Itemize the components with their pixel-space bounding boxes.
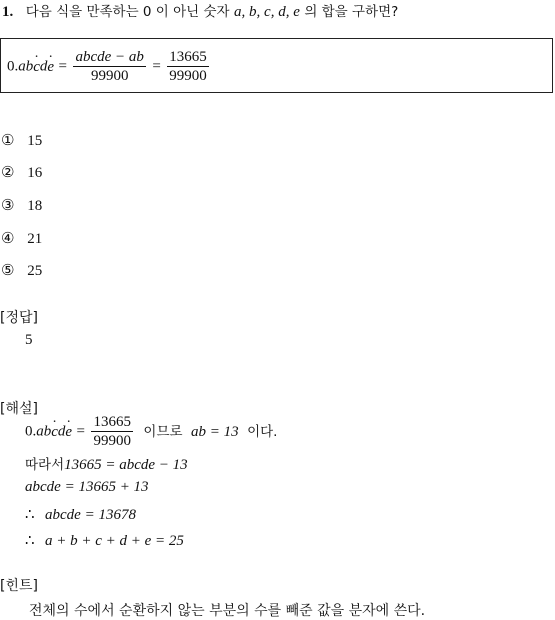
- explanation-fraction-denominator: 99900: [93, 433, 131, 449]
- explanation-expression: ab = 13: [191, 423, 239, 440]
- choice-value: 15: [27, 133, 43, 149]
- explanation-fraction: [91, 414, 133, 449]
- explanation-label: [해설]: [0, 401, 38, 417]
- question-variables: a, b, c, d, e: [234, 4, 300, 20]
- explanation-line-1: [25, 414, 277, 449]
- equals-sign: =: [76, 423, 86, 440]
- fraction-2: [167, 49, 209, 84]
- digit-b: b: [43, 423, 52, 440]
- digit-a: a: [18, 58, 26, 75]
- choice-marker: ③: [1, 196, 15, 214]
- explanation-line-4: [25, 505, 136, 524]
- choice-item[interactable]: [1, 229, 42, 248]
- fraction-1-denominator: 99900: [90, 68, 129, 84]
- choice-marker: ②: [1, 163, 15, 181]
- answer-label: [정답]: [0, 310, 38, 326]
- choice-item[interactable]: [1, 261, 42, 280]
- fraction-2-numerator: 13665: [169, 49, 207, 65]
- explanation-line-2: [25, 453, 188, 474]
- equation-box: [0, 38, 553, 93]
- digit-b: b: [25, 58, 34, 75]
- choice-marker: ⑤: [1, 261, 15, 279]
- choice-value: 21: [27, 231, 43, 247]
- therefore-symbol: ∴: [25, 507, 35, 523]
- choice-marker: ①: [1, 131, 15, 149]
- question-number: 1.: [2, 4, 14, 20]
- choice-marker: ④: [1, 229, 15, 247]
- repeating-digit-c: · c: [33, 59, 40, 76]
- explanation-fraction-numerator: 13665: [93, 414, 131, 430]
- decimal-prefix: 0.: [7, 58, 19, 75]
- fraction-2-denominator: 99900: [169, 68, 207, 84]
- choice-item[interactable]: [1, 196, 42, 215]
- choice-value: 25: [27, 263, 43, 279]
- box-equation: [7, 49, 211, 84]
- fraction-1-numerator: abcde − ab: [75, 49, 144, 65]
- digit-d: d: [39, 58, 48, 75]
- fraction-1: [73, 49, 145, 84]
- question-text-after: 의 합을 구하면?: [304, 4, 399, 20]
- digit-a: a: [36, 423, 44, 440]
- repeating-digit-c: · c: [51, 424, 58, 441]
- repeating-digit-e: · e: [65, 424, 72, 441]
- choice-item[interactable]: [1, 131, 42, 150]
- decimal-prefix: 0.: [25, 423, 37, 440]
- explanation-expression: a + b + c + d + e = 25: [45, 533, 184, 549]
- equals-sign: =: [152, 58, 161, 75]
- choice-item[interactable]: [1, 163, 42, 182]
- explanation-expression: abcde = 13665 + 13: [25, 479, 149, 495]
- question-text-before: 다음 식을 만족하는 0 이 아닌 숫자: [25, 4, 230, 20]
- therefore-symbol: ∴: [25, 533, 35, 549]
- repeating-digit-e: · e: [47, 59, 54, 76]
- answer-value: 5: [25, 332, 33, 348]
- explanation-line-3: [25, 479, 149, 496]
- question-line: [2, 0, 398, 21]
- choice-value: 18: [27, 198, 43, 214]
- explanation-line-5: [25, 531, 184, 550]
- choice-value: 16: [27, 165, 43, 181]
- explanation-text: 따라서: [25, 457, 65, 473]
- equals-sign: =: [58, 58, 68, 75]
- hint-text: 전체의 수에서 순환하지 않는 부분의 수를 빼준 값을 분자에 쓴다.: [29, 603, 426, 619]
- digit-d: d: [57, 423, 66, 440]
- hint-label: [힌트]: [0, 578, 38, 594]
- explanation-expression: abcde = 13678: [45, 507, 136, 523]
- explanation-text: 이므로: [143, 423, 183, 440]
- explanation-expression: 13665 = abcde − 13: [64, 457, 188, 473]
- explanation-text: 이다.: [247, 423, 278, 440]
